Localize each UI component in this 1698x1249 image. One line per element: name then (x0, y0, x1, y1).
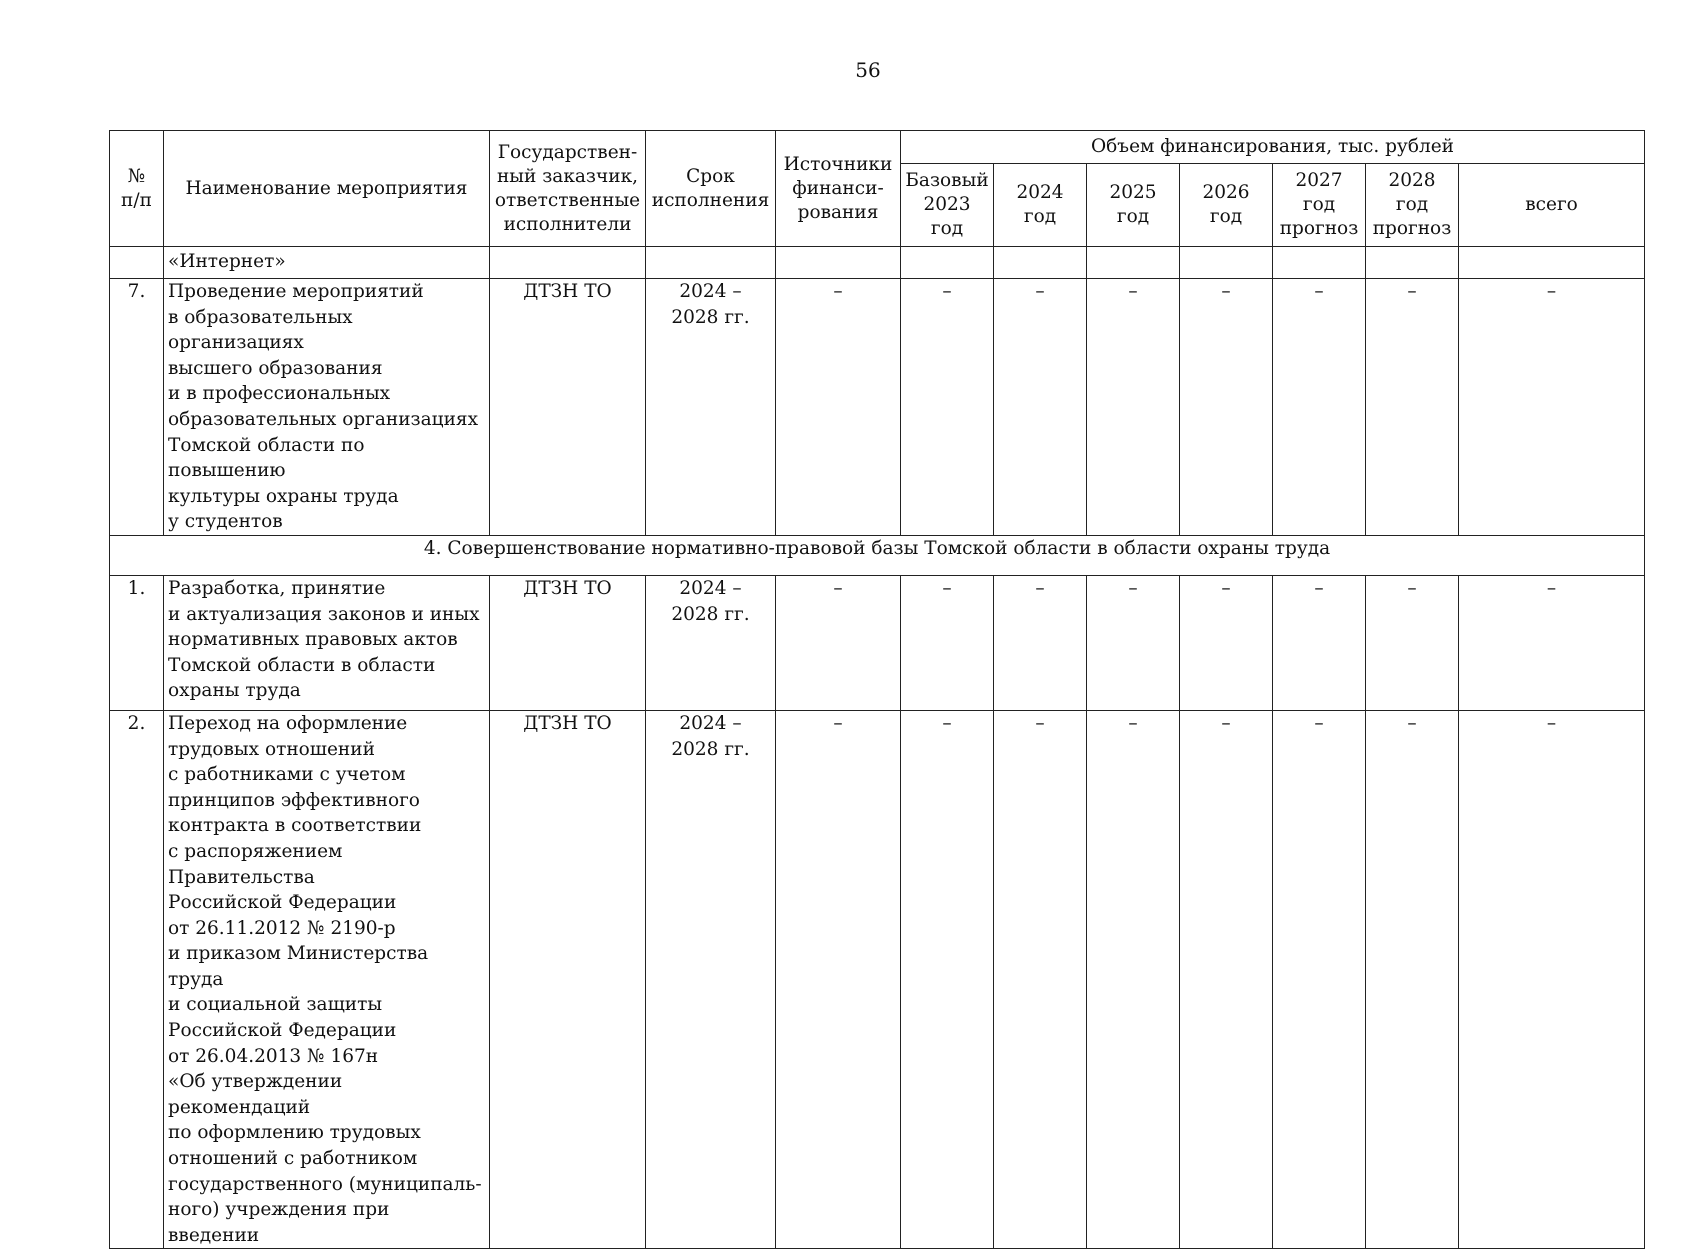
row-name: Переход на оформление трудовых отношений с работниками с учетом принципов эффективного контракта в соответствии с распоряжением Правительства Российской Федерации от 26.11.2012 № 2190-р и приказом Министерства труда и социальной защиты Российской Федерации от 26.04.2013 № 167н «Об утверждении рекомендаций по оформлению трудовых отношений с работником государственного (муниципаль- ного) учреждения при введении (164, 710, 490, 1248)
row-term: 2024 – 2028 гг. (646, 575, 776, 710)
table-row-continuation (110, 247, 1645, 279)
row-value-2027: – (1273, 710, 1366, 1248)
row-value-2023: – (901, 279, 994, 536)
row-value-2028: – (1366, 710, 1459, 1248)
row-value-2028: – (1366, 575, 1459, 710)
row-name: «Интернет» (164, 247, 490, 279)
row-value-2025: – (1087, 710, 1180, 1248)
activities-table (109, 130, 1645, 1249)
header-row-1 (110, 131, 1645, 164)
section-row (110, 535, 1645, 575)
section-title: 4. Совершенствование нормативно-правовой базы Томской области в области охраны труда (110, 535, 1645, 575)
header-total: всего (1459, 164, 1645, 247)
header-year-2028: 2028 год прогноз (1366, 164, 1459, 247)
row-value-2024: – (994, 279, 1087, 536)
row-value-2025: – (1087, 575, 1180, 710)
row-source: – (776, 710, 901, 1248)
row-customer: ДТЗН ТО (490, 279, 646, 536)
row-value-total: – (1459, 575, 1645, 710)
row-value-2026: – (1180, 279, 1273, 536)
row-value-2027: – (1273, 575, 1366, 710)
header-year-2026: 2026 год (1180, 164, 1273, 247)
row-number: 7. (110, 279, 164, 536)
row-term: 2024 – 2028 гг. (646, 279, 776, 536)
header-term: Срок исполнения (646, 131, 776, 247)
row-number: 2. (110, 710, 164, 1248)
header-year-2027: 2027 год прогноз (1273, 164, 1366, 247)
header-year-2023: Базовый 2023 год (901, 164, 994, 247)
row-customer: ДТЗН ТО (490, 575, 646, 710)
header-sources: Источники финанси- рования (776, 131, 901, 247)
row-value-2026: – (1180, 710, 1273, 1248)
header-year-2024: 2024 год (994, 164, 1087, 247)
table-row (110, 710, 1645, 1248)
row-value-2023: – (901, 710, 994, 1248)
row-value-total: – (1459, 279, 1645, 536)
row-value-2025: – (1087, 279, 1180, 536)
header-customer: Государствен- ный заказчик, ответственные исполнители (490, 131, 646, 247)
row-value-2028: – (1366, 279, 1459, 536)
header-name: Наименование мероприятия (164, 131, 490, 247)
row-value-2024: – (994, 575, 1087, 710)
row-value-total: – (1459, 710, 1645, 1248)
table-row (110, 575, 1645, 710)
row-value-2026: – (1180, 575, 1273, 710)
row-name: Проведение мероприятий в образовательных организациях высшего образования и в профессиональных образовательных организациях Томской области по повышению культуры охраны труда у студентов (164, 279, 490, 536)
row-value-2027: – (1273, 279, 1366, 536)
table-row (110, 279, 1645, 536)
row-source: – (776, 575, 901, 710)
row-customer: ДТЗН ТО (490, 710, 646, 1248)
header-num: № п/п (110, 131, 164, 247)
row-name: Разработка, принятие и актуализация законов и иных нормативных правовых актов Томской области в области охраны труда (164, 575, 490, 710)
header-funding: Объем финансирования, тыс. рублей (901, 131, 1645, 164)
row-number: 1. (110, 575, 164, 710)
row-value-2023: – (901, 575, 994, 710)
header-year-2025: 2025 год (1087, 164, 1180, 247)
row-source: – (776, 279, 901, 536)
row-value-2024: – (994, 710, 1087, 1248)
page-number: 56 (855, 58, 881, 82)
row-term: 2024 – 2028 гг. (646, 710, 776, 1248)
